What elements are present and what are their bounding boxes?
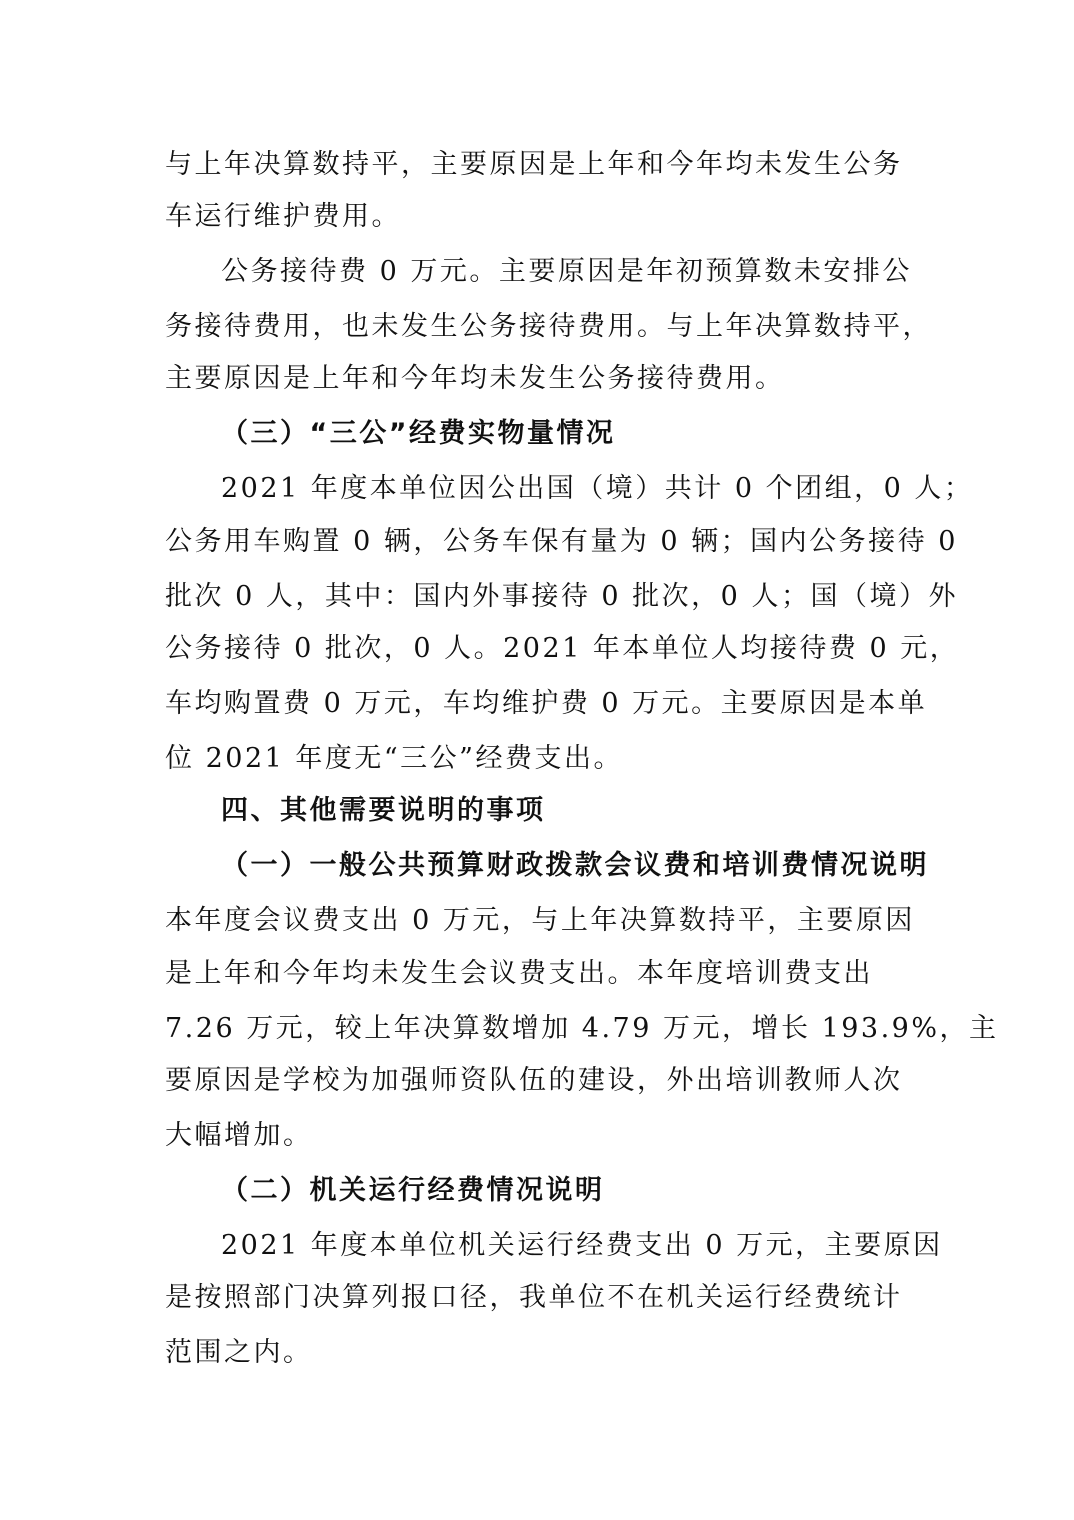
paragraph-line: 批次 0 人，其中：国内外事接待 0 批次，0 人；国（境）外 xyxy=(165,581,958,612)
paragraph-line: 范围之内。 xyxy=(165,1337,313,1368)
paragraph-line: 与上年决算数持平，主要原因是上年和今年均未发生公务 xyxy=(165,149,903,180)
paragraph-line: 大幅增加。 xyxy=(165,1120,313,1151)
paragraph-line: 车运行维护费用。 xyxy=(165,201,401,232)
section-heading-four: 四、其他需要说明的事项 xyxy=(221,795,546,826)
paragraph-line: 2021 年度本单位因公出国（境）共计 0 个团组，0 人； xyxy=(221,473,974,504)
section-heading-three-public: （三）“三公”经费实物量情况 xyxy=(221,418,616,449)
paragraph-line: 要原因是学校为加强师资队伍的建设，外出培训教师人次 xyxy=(165,1065,903,1096)
paragraph-line: 是按照部门决算列报口径，我单位不在机关运行经费统计 xyxy=(165,1282,903,1313)
paragraph-line: 公务接待 0 批次，0 人。2021 年本单位人均接待费 0 元， xyxy=(165,633,960,664)
section-heading-operating-costs: （二）机关运行经费情况说明 xyxy=(221,1175,605,1206)
paragraph-line: 本年度会议费支出 0 万元，与上年决算数持平，主要原因 xyxy=(165,905,915,936)
section-heading-meeting-training: （一）一般公共预算财政拨款会议费和培训费情况说明 xyxy=(221,850,929,881)
paragraph-line: 公务用车购置 0 辆，公务车保有量为 0 辆；国内公务接待 0 xyxy=(165,526,958,557)
paragraph-line: 务接待费用，也未发生公务接待费用。与上年决算数持平， xyxy=(165,311,932,342)
paragraph-line: 是上年和今年均未发生会议费支出。本年度培训费支出 xyxy=(165,958,873,989)
paragraph-line: 主要原因是上年和今年均未发生公务接待费用。 xyxy=(165,363,785,394)
paragraph-line: 2021 年度本单位机关运行经费支出 0 万元，主要原因 xyxy=(221,1230,943,1261)
paragraph-line: 车均购置费 0 万元，车均维护费 0 万元。主要原因是本单 xyxy=(165,688,928,719)
paragraph-line: 7.26 万元，较上年决算数增加 4.79 万元，增长 193.9%，主 xyxy=(165,1013,999,1044)
paragraph-line: 位 2021 年度无“三公”经费支出。 xyxy=(165,743,623,774)
paragraph-line: 公务接待费 0 万元。主要原因是年初预算数未安排公 xyxy=(221,256,912,287)
